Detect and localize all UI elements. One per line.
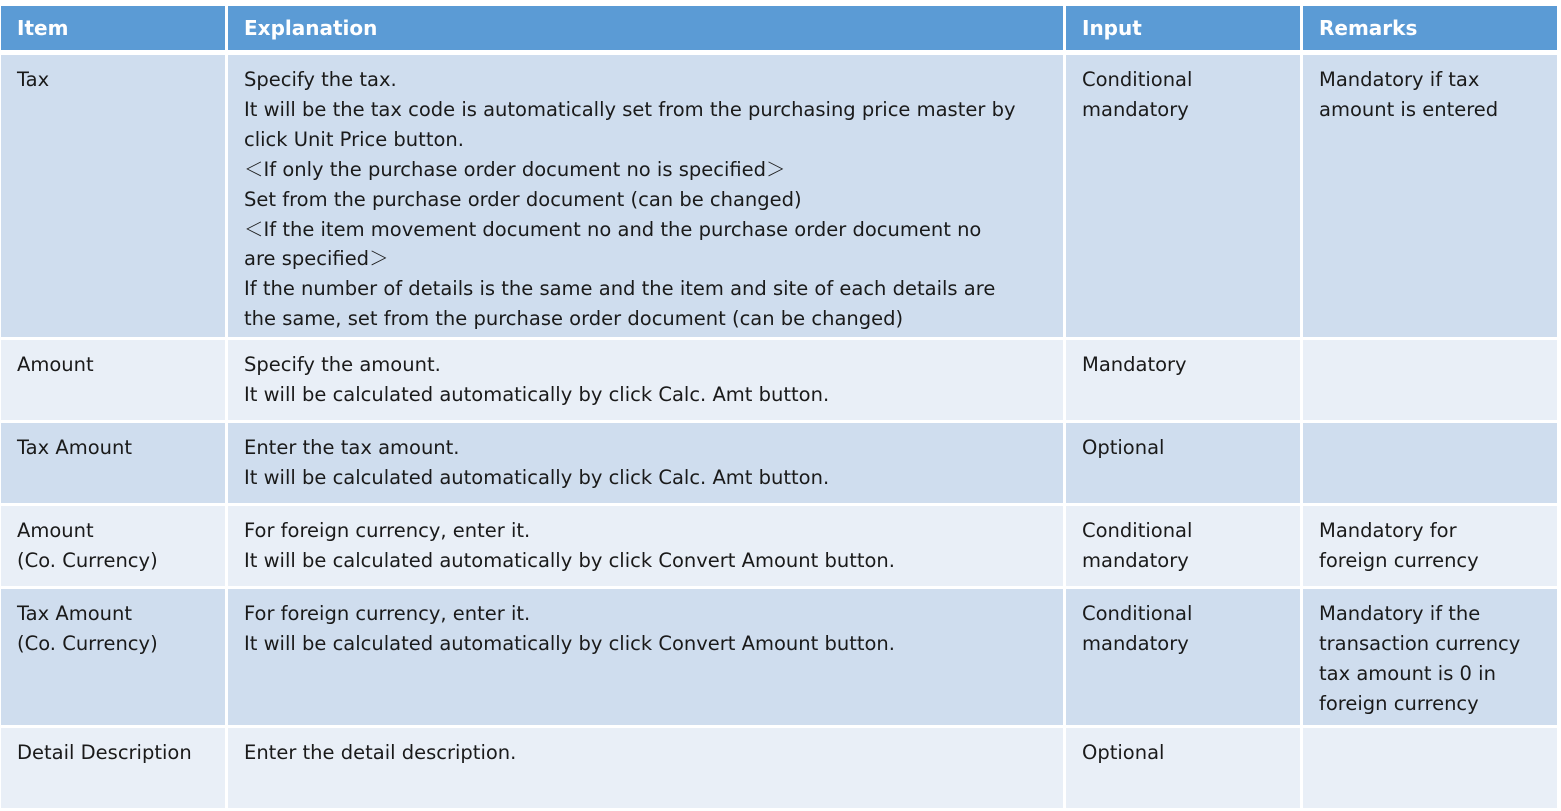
explanation-text-line: ＜If only the purchase order document no is specified＞ — [244, 157, 786, 181]
explanation-text-line: It will be the tax code is automatically set from the purchasing price master by — [244, 97, 1016, 121]
remarks-text-line: foreign currency — [1319, 691, 1479, 715]
cell-explanation — [228, 589, 1066, 728]
cell-remarks — [1303, 340, 1557, 423]
cell-item — [1, 423, 228, 506]
remarks-text-line: Mandatory for — [1319, 519, 1457, 542]
explanation-text-line: It will be calculated automatically by click Convert Amount button. — [244, 631, 895, 655]
explanation-text-line: the same, set from the purchase order document (can be changed) — [244, 307, 904, 331]
table-row — [1, 55, 1557, 340]
input-text-line: Conditional — [1082, 602, 1193, 625]
header-row — [1, 6, 1557, 55]
cell-explanation — [228, 340, 1066, 423]
header-remarks: Remarks — [1303, 6, 1557, 55]
table-body — [1, 55, 1557, 811]
cell-item — [1, 340, 228, 423]
cell-input — [1066, 340, 1303, 423]
explanation-text-line: For foreign currency, enter it. — [244, 602, 531, 625]
explanation-text-line: Set from the purchase order document (can be changed) — [244, 187, 802, 211]
explanation-text-line: Specify the tax. — [244, 68, 397, 91]
cell-remarks — [1303, 728, 1557, 811]
item-text-line: Amount — [17, 353, 94, 376]
cell-input — [1066, 728, 1303, 811]
cell-item — [1, 506, 228, 589]
explanation-text-line: If the number of details is the same and the item and site of each details are — [244, 277, 996, 301]
table-row — [1, 423, 1557, 506]
remarks-text-line: foreign currency — [1319, 548, 1479, 572]
remarks-text-line: amount is entered — [1319, 97, 1499, 121]
remarks-text-line: tax amount is 0 in — [1319, 661, 1496, 685]
table-row — [1, 506, 1557, 589]
input-text-line: Optional — [1082, 436, 1165, 459]
cell-explanation — [228, 728, 1066, 811]
explanation-text-line: Specify the amount. — [244, 353, 441, 376]
explanation-text-line: Enter the detail description. — [244, 741, 517, 764]
cell-explanation — [228, 506, 1066, 589]
cell-remarks — [1303, 55, 1557, 340]
cell-item — [1, 55, 228, 340]
explanation-text-line: click Unit Price button. — [244, 127, 464, 151]
cell-remarks — [1303, 423, 1557, 506]
input-text-line: mandatory — [1082, 97, 1189, 121]
item-text-line: Amount — [17, 519, 94, 542]
item-text-line: (Co. Currency) — [17, 631, 158, 655]
cell-input — [1066, 423, 1303, 506]
explanation-text-line: Enter the tax amount. — [244, 436, 460, 459]
header-item: Item — [1, 6, 228, 55]
header-input: Input — [1066, 6, 1303, 55]
cell-explanation — [228, 55, 1066, 340]
input-text-line: Optional — [1082, 741, 1165, 764]
explanation-text-line: It will be calculated automatically by click Calc. Amt button. — [244, 382, 830, 406]
item-text-line: Tax Amount — [17, 602, 133, 625]
input-text-line: Conditional — [1082, 68, 1193, 91]
table-row — [1, 340, 1557, 423]
item-text-line: Tax — [17, 68, 50, 91]
explanation-text-line: It will be calculated automatically by click Calc. Amt button. — [244, 465, 830, 489]
explanation-text-line: It will be calculated automatically by click Convert Amount button. — [244, 548, 895, 572]
input-text-line: mandatory — [1082, 548, 1189, 572]
explanation-text-line: are specified＞ — [244, 247, 389, 271]
table-row — [1, 589, 1557, 728]
cell-explanation — [228, 423, 1066, 506]
cell-remarks — [1303, 506, 1557, 589]
spec-table — [1, 6, 1557, 811]
cell-item — [1, 589, 228, 728]
remarks-text-line: transaction currency — [1319, 631, 1521, 655]
explanation-text-line: For foreign currency, enter it. — [244, 519, 531, 542]
cell-input — [1066, 55, 1303, 340]
input-text-line: mandatory — [1082, 631, 1189, 655]
item-text-line: (Co. Currency) — [17, 548, 158, 572]
remarks-text-line: Mandatory if tax — [1319, 68, 1480, 91]
cell-item — [1, 728, 228, 811]
item-text-line: Detail Description — [17, 741, 192, 764]
item-text-line: Tax Amount — [17, 436, 133, 459]
cell-remarks — [1303, 589, 1557, 728]
input-text-line: Conditional — [1082, 519, 1193, 542]
explanation-text-line: ＜If the item movement document no and the purchase order document no — [244, 217, 982, 241]
input-text-line: Mandatory — [1082, 353, 1187, 376]
remarks-text-line: Mandatory if the — [1319, 602, 1481, 625]
cell-input — [1066, 506, 1303, 589]
cell-input — [1066, 589, 1303, 728]
header-explanation: Explanation — [228, 6, 1066, 55]
table-row — [1, 728, 1557, 811]
